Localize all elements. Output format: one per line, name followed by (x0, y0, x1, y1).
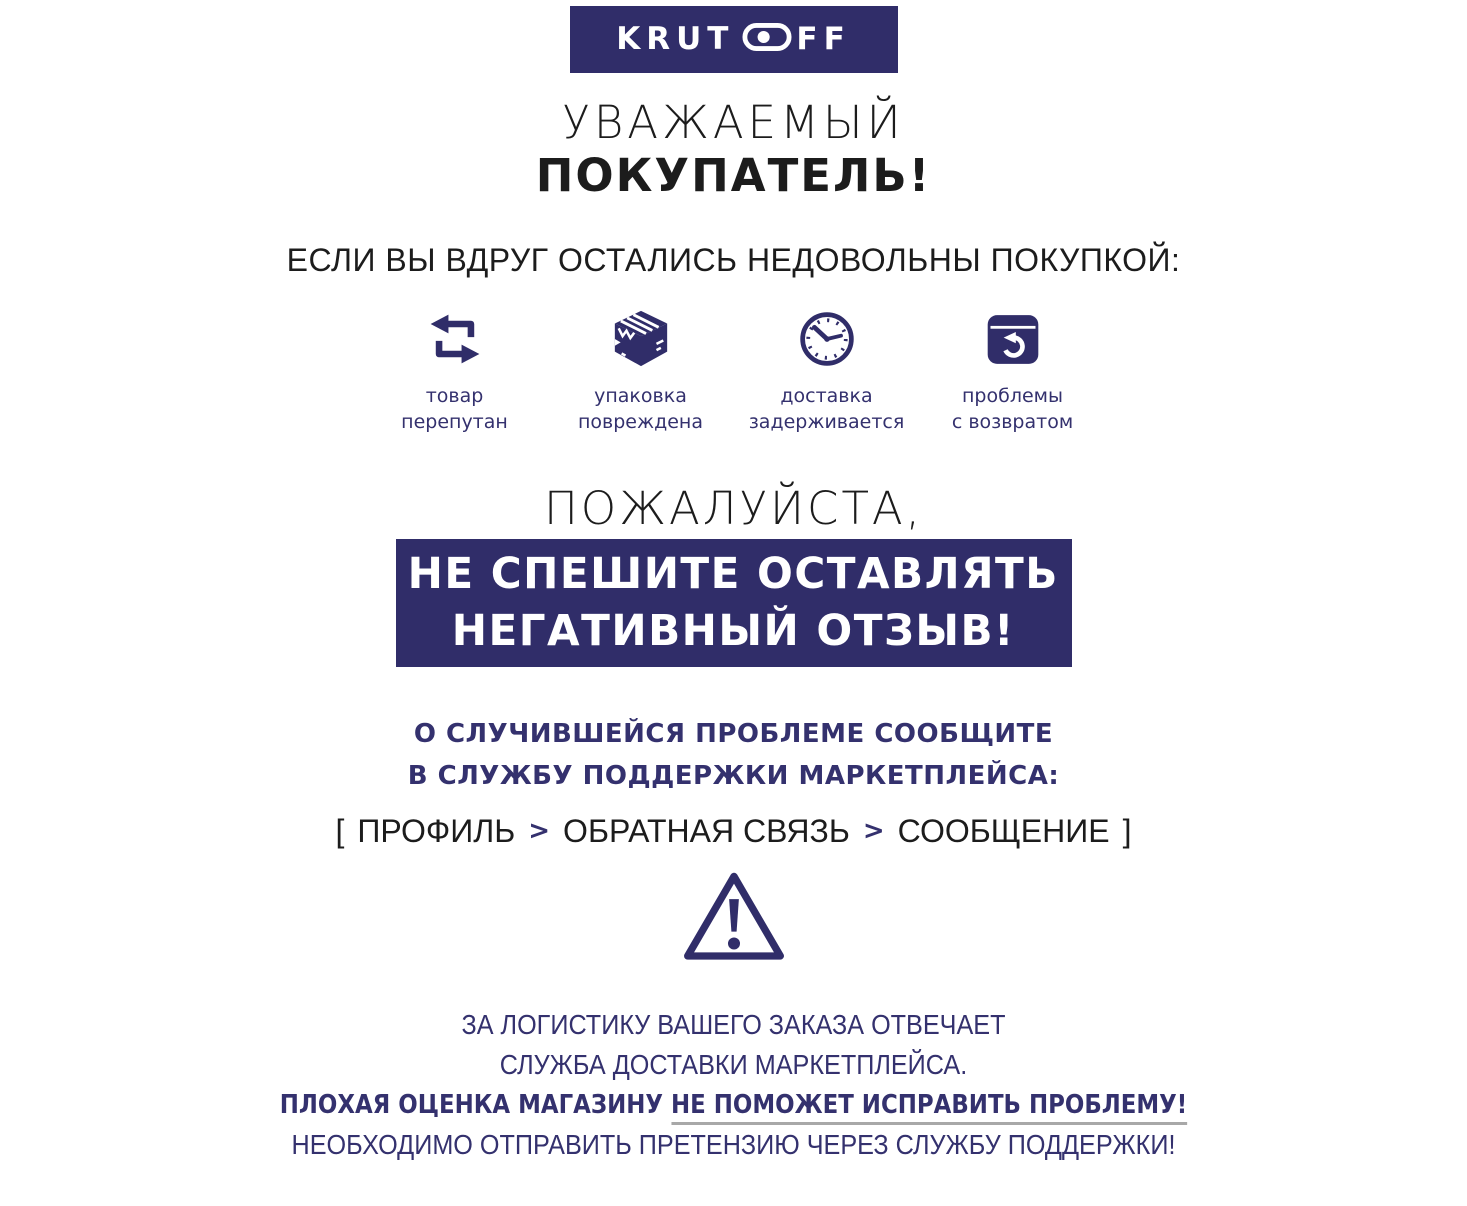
logo-text-left: KRUT (616, 21, 735, 57)
damaged-box-icon (610, 307, 672, 371)
issue-item-delayed-delivery (741, 307, 913, 435)
logo-text-right: FF (796, 21, 851, 57)
footer-line-3-prefix: ПЛОХАЯ ОЦЕНКА МАГАЗИНУ (279, 1090, 672, 1120)
no-negative-review-banner (396, 539, 1072, 667)
breadcrumb-step-message: СООБЩЕНИЕ (897, 813, 1110, 849)
please-text: ПОЖАЛУЙСТА, (543, 482, 924, 535)
return-box-icon (983, 307, 1043, 371)
banner-line-2: НЕГАТИВНЫЙ ОТЗЫВ! (451, 606, 1016, 656)
close-bracket: ] (1122, 813, 1132, 849)
issue-label: товар перепутан (401, 385, 508, 433)
greeting-line-2: ПОКУПАТЕЛЬ! (535, 149, 932, 202)
breadcrumb (0, 813, 1467, 849)
breadcrumb-step-profile: ПРОФИЛЬ (357, 813, 516, 849)
footer-line-1: ЗА ЛОГИСТИКУ ВАШЕГО ЗАКАЗА ОТВЕЧАЕТ (461, 1009, 1006, 1040)
issues-row (0, 307, 1467, 435)
open-bracket: [ (335, 813, 345, 849)
clock-icon (797, 307, 857, 371)
toggle-switch-icon (742, 22, 792, 57)
greeting-line-1: УВАЖАЕМЫЙ (562, 96, 905, 149)
breadcrumb-step-feedback: ОБРАТНАЯ СВЯЗЬ (563, 813, 850, 849)
issue-label: упаковка повреждена (577, 385, 703, 433)
banner-line-1: НЕ СПЕШИТЕ ОСТАВЛЯТЬ (407, 549, 1060, 599)
support-line-2: В СЛУЖБУ ПОДДЕРЖКИ МАРКЕТПЛЕЙСА: (407, 761, 1060, 791)
footer-notice (0, 1005, 1467, 1165)
footer-line-4: НЕОБХОДИМО ОТПРАВИТЬ ПРЕТЕНЗИЮ ЧЕРЕЗ СЛУЖБУ ПОДДЕРЖКИ! (291, 1129, 1176, 1160)
support-notice (0, 713, 1467, 797)
flyer-page (0, 6, 1467, 1206)
issue-label: доставка задерживается (748, 385, 905, 433)
footer-line-3-underlined: НЕ ПОМОЖЕТ ИСПРАВИТЬ ПРОБЛЕМУ! (671, 1090, 1187, 1125)
chevron-right-icon: > (862, 816, 885, 846)
chevron-right-icon: > (528, 816, 551, 846)
swap-arrows-icon (425, 307, 485, 371)
warning-triangle-icon (0, 869, 1467, 965)
support-line-1: О СЛУЧИВШЕЙСЯ ПРОБЛЕМЕ СООБЩИТЕ (413, 719, 1054, 749)
issue-item-wrong-product (369, 307, 541, 435)
issue-item-damaged-packaging (555, 307, 727, 435)
brand-logo (570, 6, 898, 73)
intro-text: ЕСЛИ ВЫ ВДРУГ ОСТАЛИСЬ НЕДОВОЛЬНЫ ПОКУПКОЙ: (286, 242, 1181, 278)
issue-item-return-problems (927, 307, 1099, 435)
issue-label: проблемы с возвратом (951, 385, 1074, 433)
footer-line-3 (88, 1085, 1379, 1125)
footer-line-2: СЛУЖБА ДОСТАВКИ МАРКЕТПЛЕЙСА. (499, 1049, 968, 1080)
